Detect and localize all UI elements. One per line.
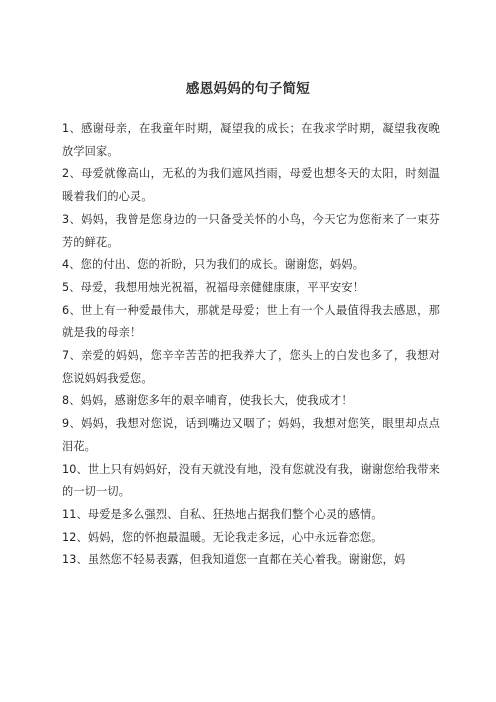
- paragraph-11: 11、母爱是多么强烈、自私、狂热地占据我们整个心灵的感情。: [62, 507, 383, 521]
- paragraph-10: 10、世上只有妈妈好，没有天就没有地，没有您就没有我，谢谢您给我带来的一切一切。: [62, 462, 440, 499]
- paragraph-9: 9、妈妈，我想对您说，话到嘴边又咽了；妈妈，我想对您笑，眼里却点点泪花。: [62, 417, 440, 453]
- paragraph-12: 12、妈妈，您的怀抱最温暖。无论我走多远，心中永远眷恋您。: [62, 530, 383, 544]
- paragraph-8: 8、妈妈，感谢您多年的艰辛哺育，使我长大，使我成才！: [62, 394, 353, 408]
- paragraph-5: 5、母爱，我想用烛光祝福，祝福母亲健健康康，平平安安！: [62, 280, 365, 294]
- paragraph-6: 6、世上有一种爱最伟大，那就是母爱；世上有一个人最值得我去感恩，那就是我的母亲！: [62, 303, 440, 340]
- paragraph-2: 2、母爱就像高山，无私的为我们遮风挡雨，母爱也想冬天的太阳，时刻温暖着我们的心灵。: [62, 167, 440, 204]
- paragraph-13: 13、虽然您不轻易表露，但我知道您一直都在关心着我。谢谢您，妈: [62, 553, 406, 567]
- paragraph-7: 7、亲爱的妈妈，您辛辛苦苦的把我养大了，您头上的白发也多了，我想对您说妈妈我爱您。: [62, 349, 440, 385]
- paragraph-3: 3、妈妈，我曾是您身边的一只备受关怀的小鸟，今天它为您衔来了一束芬芳的鲜花。: [62, 212, 440, 249]
- paragraph-1: 1、感谢母亲，在我童年时期，凝望我的成长；在我求学时期，凝望我夜晚放学回家。: [62, 122, 440, 158]
- document-title: 感恩妈妈的句子简短: [185, 81, 311, 97]
- document-body: [62, 118, 440, 572]
- paragraph-4: 4、您的付出、您的祈盼，只为我们的成长。谢谢您，妈妈。: [62, 258, 365, 272]
